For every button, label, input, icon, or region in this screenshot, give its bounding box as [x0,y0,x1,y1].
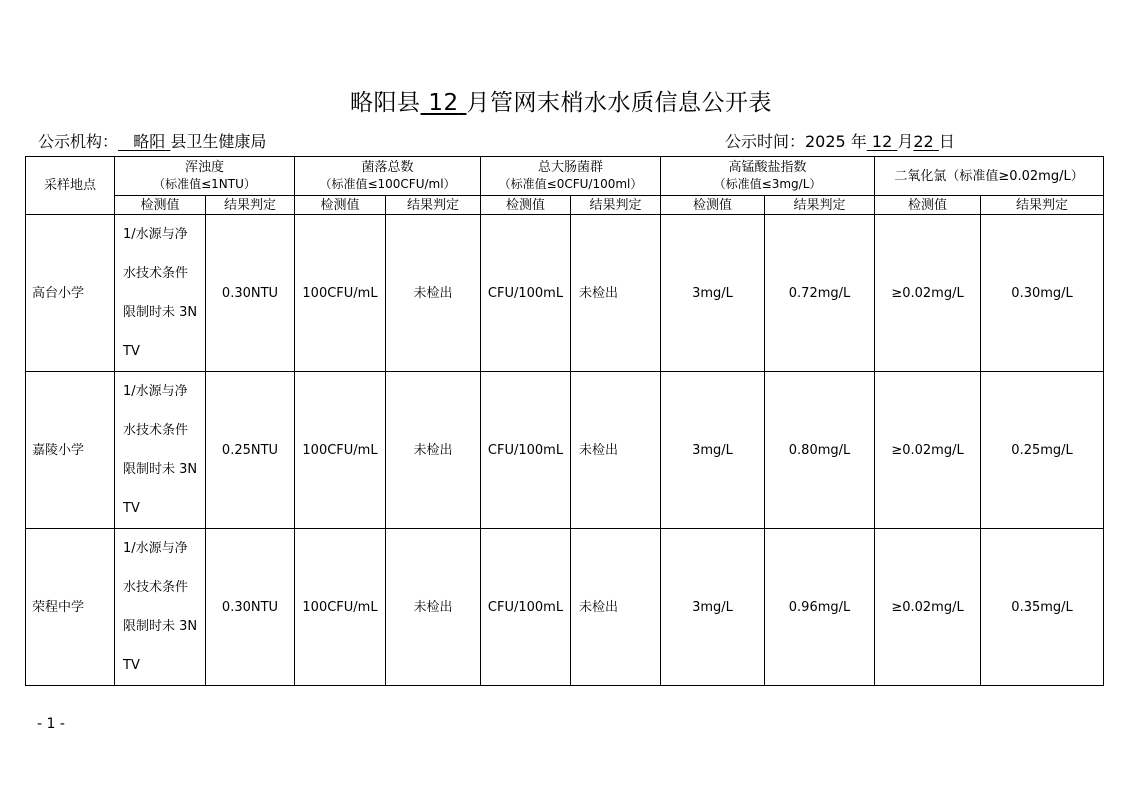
title-prefix: 略阳县 [350,90,421,116]
group-header-chlorine-dioxide: 二氧化氯（标准值≥0.02mg/L） [875,157,1104,196]
colony-value: 100CFU/mL [295,372,386,529]
sampling-location: 荣程中学 [26,529,115,686]
sub-header: 结果判定 [765,196,875,215]
turbidity-value: 1/水源与净 水技术条件 限制时未 3N TV [115,372,206,529]
group-header-colony-count: 菌落总数 （标准值≤100CFU/ml） [295,157,481,196]
agency-line [38,129,266,152]
title-month: 12 [428,90,459,116]
time-day-unit: 日 [938,132,955,151]
coliform-value: CFU/100mL [481,529,571,686]
sub-header: 检测值 [295,196,386,215]
time-label: 公示时间：2025 年 [725,132,867,151]
agency-name: 略阳 [133,132,166,151]
publish-time-line [725,129,955,152]
sub-header: 结果判定 [571,196,661,215]
chlorine-dioxide-value: ≥0.02mg/L [875,372,981,529]
location-header: 采样地点 [26,157,115,215]
turbidity-result: 0.30NTU [206,529,295,686]
water-quality-table [25,156,1104,686]
sub-header: 检测值 [481,196,571,215]
chlorine-dioxide-result: 0.30mg/L [981,215,1104,372]
permanganate-result: 0.96mg/L [765,529,875,686]
time-day: 22 [913,132,934,151]
agency-suffix: 县卫生健康局 [170,132,267,151]
colony-result: 未检出 [386,215,481,372]
table-row [26,529,1104,686]
group-header-coliform: 总大肠菌群 （标准值≤0CFU/100ml） [481,157,661,196]
page-number: - 1 - [37,716,65,732]
table-row [26,372,1104,529]
group-header-turbidity: 浑浊度 （标准值≤1NTU） [115,157,295,196]
agency-label: 公示机构： [38,132,119,151]
coliform-value: CFU/100mL [481,215,571,372]
sub-header: 结果判定 [386,196,481,215]
chlorine-dioxide-result: 0.25mg/L [981,372,1104,529]
colony-result: 未检出 [386,372,481,529]
turbidity-value: 1/水源与净 水技术条件 限制时未 3N TV [115,529,206,686]
permanganate-value: 3mg/L [661,215,765,372]
table-row [26,215,1104,372]
colony-value: 100CFU/mL [295,529,386,686]
time-month-unit: 月 [897,132,914,151]
permanganate-value: 3mg/L [661,372,765,529]
chlorine-dioxide-value: ≥0.02mg/L [875,215,981,372]
coliform-result: 未检出 [571,529,661,686]
header-row-groups [26,157,1104,196]
group-header-permanganate: 高锰酸盐指数 （标准值≤3mg/L） [661,157,875,196]
coliform-result: 未检出 [571,215,661,372]
coliform-result: 未检出 [571,372,661,529]
turbidity-result: 0.30NTU [206,215,295,372]
sampling-location: 嘉陵小学 [26,372,115,529]
permanganate-result: 0.80mg/L [765,372,875,529]
sub-header: 结果判定 [981,196,1104,215]
sub-header: 检测值 [661,196,765,215]
turbidity-value: 1/水源与净 水技术条件 限制时未 3N TV [115,215,206,372]
chlorine-dioxide-result: 0.35mg/L [981,529,1104,686]
sub-header: 检测值 [115,196,206,215]
permanganate-result: 0.72mg/L [765,215,875,372]
coliform-value: CFU/100mL [481,372,571,529]
header-row-sub [26,196,1104,215]
colony-value: 100CFU/mL [295,215,386,372]
time-month: 12 [871,132,893,151]
sub-header: 检测值 [875,196,981,215]
colony-result: 未检出 [386,529,481,686]
turbidity-result: 0.25NTU [206,372,295,529]
permanganate-value: 3mg/L [661,529,765,686]
sampling-location: 高台小学 [26,215,115,372]
title-suffix: 月管网末梢水水质信息公开表 [466,90,772,116]
chlorine-dioxide-value: ≥0.02mg/L [875,529,981,686]
page-title [0,84,1122,117]
sub-header: 结果判定 [206,196,295,215]
